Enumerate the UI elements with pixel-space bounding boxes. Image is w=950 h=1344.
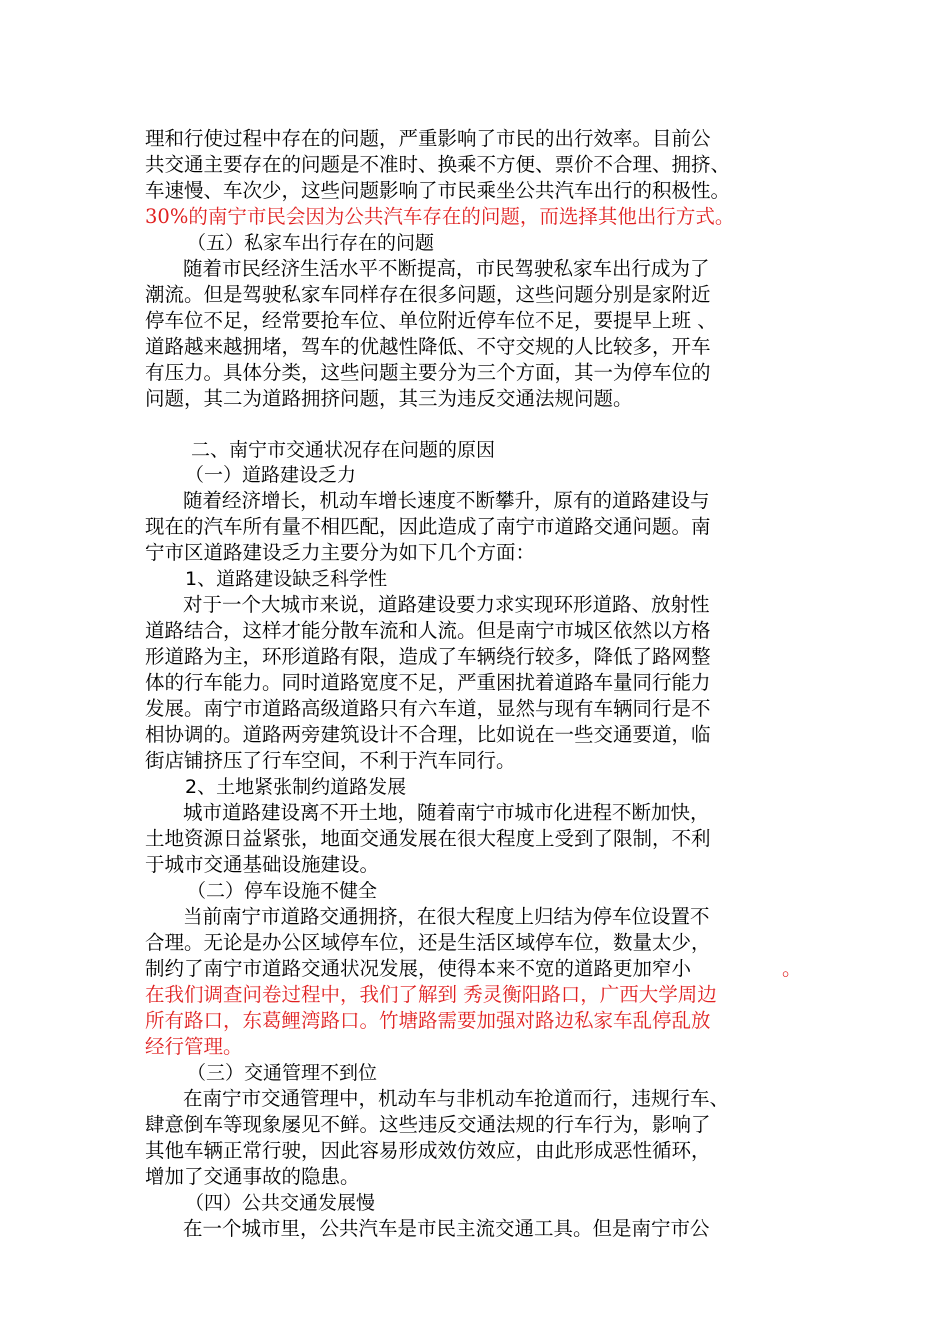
subsection-heading-1: 1、道路建设缺乏科学性 [185, 568, 388, 590]
paragraph-line: 其他车辆正常行驶，因此容易形成效仿效应，由此形成恶性循环， [145, 1139, 711, 1162]
paragraph-line: 共交通主要存在的问题是不准时、换乘不方便、票价不合理、拥挤、 [145, 153, 731, 176]
highlighted-line: 所有路口，东葛鲤湾路口。竹塘路需要加强对路边私家车乱停乱放 [145, 1009, 711, 1032]
paragraph-line: 体的行车能力。同时道路宽度不足，严重困扰着道路车量同行能力 [145, 671, 711, 694]
paragraph-line: 停车位不足，经常要抢车位、单位附近停车位不足，要提早上班 、 [145, 309, 717, 332]
paragraph-line: 问题，其二为道路拥挤问题，其三为违反交通法规问题。 [145, 387, 633, 410]
paragraph-line: 有压力。具体分类，这些问题主要分为三个方面，其一为停车位的 [145, 361, 711, 384]
subsection-heading-2: 2、土地紧张制约道路发展 [185, 776, 407, 798]
paragraph-line: 在一个城市里，公共汽车是市民主流交通工具。但是南宁市公 [183, 1217, 710, 1240]
chapter-heading: 二、南宁市交通状况存在问题的原因 [191, 439, 496, 461]
section-heading-5: （五）私家车出行存在的问题 [187, 232, 435, 254]
paragraph-line: 肆意倒车等现象屡见不鲜。这些违反交通法规的行车行为，影响了 [145, 1113, 711, 1136]
paragraph-line: 随着市民经济生活水平不断提高，市民驾驶私家车出行成为了 [183, 257, 710, 280]
paragraph-line: 城市道路建设离不开土地，随着南宁市城市化进程不断加快， [183, 801, 710, 824]
highlighted-line: 30%的南宁市民会因为公共汽车存在的问题，而选择其他出行方式。 [145, 205, 735, 228]
section-heading-1: （一）道路建设乏力 [185, 464, 357, 486]
paragraph-line: 形道路为主，环形道路有限，造成了车辆绕行较多，降低了路网整 [145, 645, 711, 668]
paragraph-line: 道路越来越拥堵，驾车的优越性降低、不守交规的人比较多，开车 [145, 335, 711, 358]
highlighted-line: 在我们调查问卷过程中，我们了解到 秀灵衡阳路口，广西大学周边 [145, 983, 717, 1006]
paragraph-line: 随着经济增长，机动车增长速度不断攀升，原有的道路建设与 [183, 489, 710, 512]
paragraph-line: 道路结合，这样才能分散车流和人流。但是南宁市城区依然以方格 [145, 619, 711, 642]
section-heading-4: （四）公共交通发展慢 [185, 1192, 376, 1214]
paragraph-line: 对于一个大城市来说，道路建设要力求实现环形道路、放射性 [183, 593, 710, 616]
highlighted-line: 。 [782, 957, 802, 980]
paragraph-line: 在南宁市交通管理中，机动车与非机动车抢道而行，违规行车、 [183, 1087, 730, 1110]
paragraph-line: 发展。南宁市道路高级道路只有六车道，显然与现有车辆同行是不 [145, 697, 711, 720]
section-heading-3: （三）交通管理不到位 [187, 1062, 378, 1084]
paragraph-line: 现在的汽车所有量不相匹配，因此造成了南宁市道路交通问题。南 [145, 515, 711, 538]
paragraph-line: 理和行使过程中存在的问题，严重影响了市民的出行效率。目前公 [145, 127, 711, 150]
paragraph-line: 于城市交通基础设施建设。 [145, 853, 380, 876]
paragraph-line: 宁市区道路建设乏力主要分为如下几个方面： [145, 541, 536, 564]
paragraph-line: 土地资源日益紧张，地面交通发展在很大程度上受到了限制，不利 [145, 827, 711, 850]
highlighted-line: 经行管理。 [145, 1035, 243, 1058]
paragraph-line: 增加了交通事故的隐患。 [145, 1165, 360, 1188]
paragraph-line: 街店铺挤压了行车空间，不利于汽车同行。 [145, 749, 516, 772]
paragraph-line: 制约了南宁市道路交通状况发展，使得本来不宽的道路更加窄小 [145, 957, 692, 980]
section-heading-2: （二）停车设施不健全 [187, 880, 378, 902]
paragraph-line: 车速慢、车次少，这些问题影响了市民乘坐公共汽车出行的积极性。 [145, 179, 731, 202]
paragraph-line: 当前南宁市道路交通拥挤，在很大程度上归结为停车位设置不 [183, 905, 710, 928]
paragraph-line: 相协调的。道路两旁建筑设计不合理，比如说在一些交通要道，临 [145, 723, 711, 746]
paragraph-line: 潮流。但是驾驶私家车同样存在很多问题，这些问题分别是家附近 [145, 283, 711, 306]
paragraph-line: 合理。无论是办公区域停车位，还是生活区域停车位，数量太少， [145, 931, 711, 954]
